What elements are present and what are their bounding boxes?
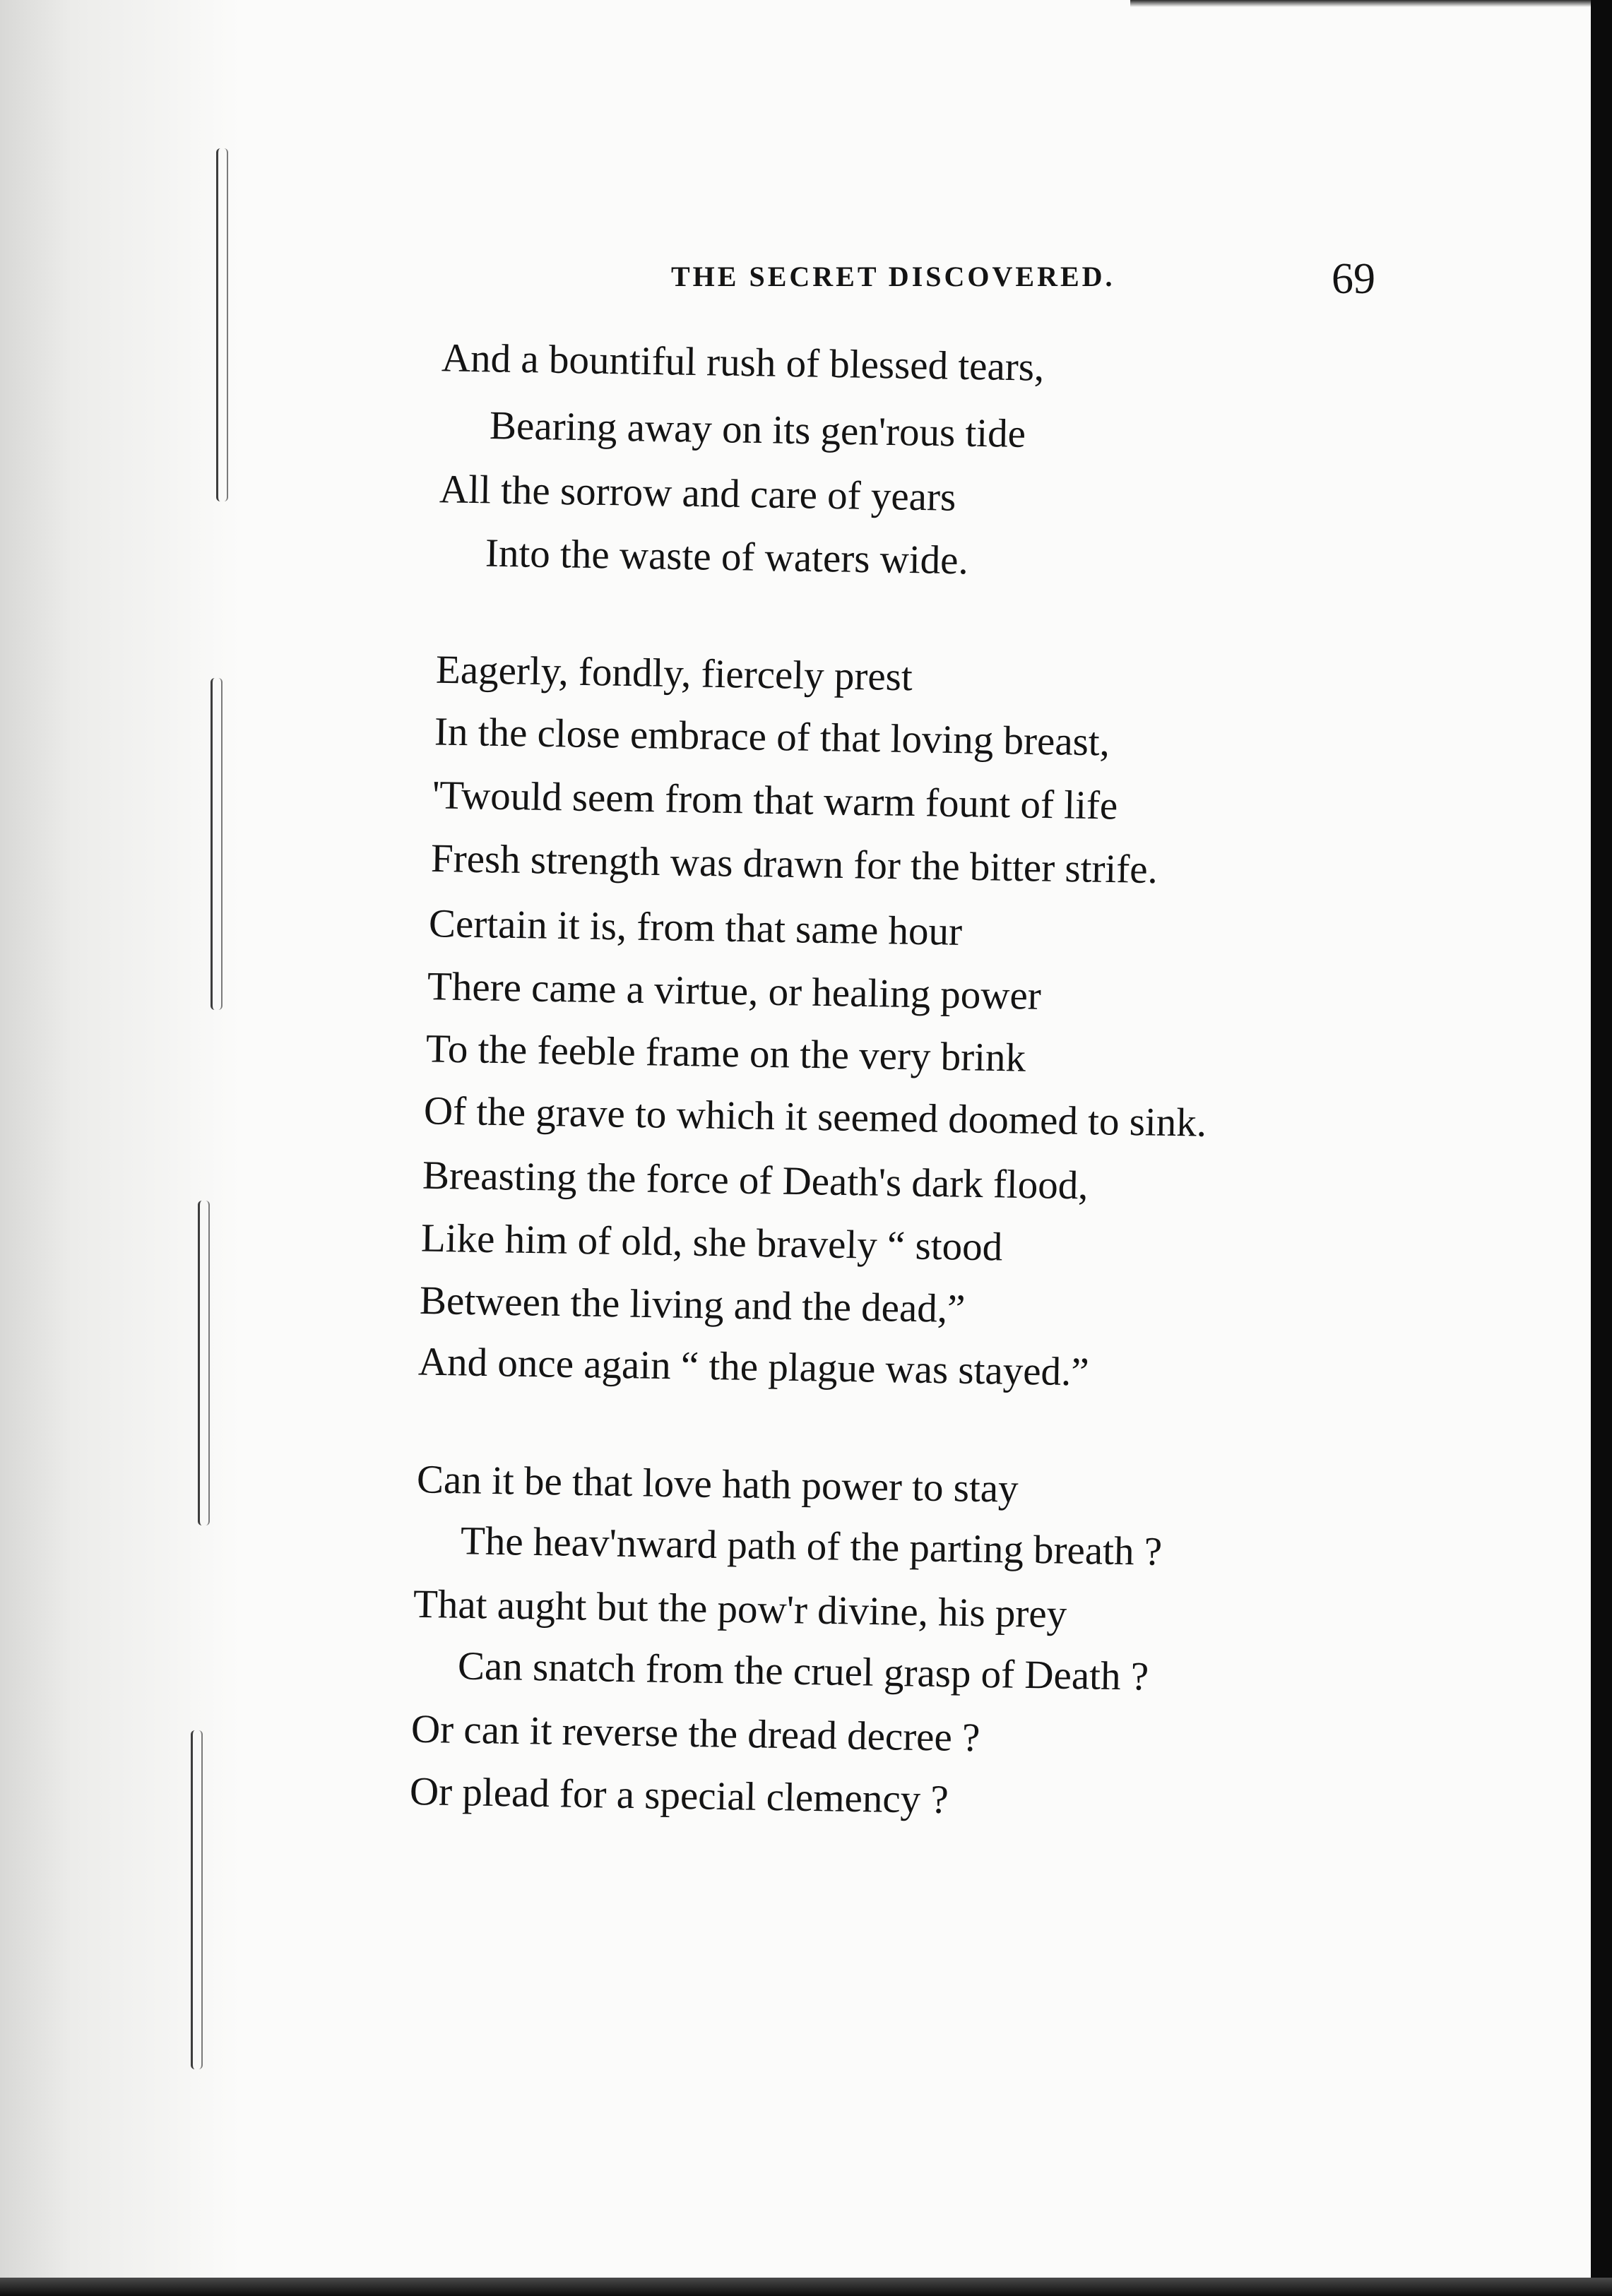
binding-stitch bbox=[216, 148, 228, 501]
verse-line: Can snatch from the cruel grasp of Death ? bbox=[457, 1643, 1149, 1699]
binding-stitch bbox=[191, 1730, 203, 2069]
verse-line: To the feeble frame on the very brink bbox=[425, 1026, 1026, 1081]
verse-line: And once again “ the plague was stayed.” bbox=[417, 1339, 1090, 1395]
verse-line: Or can it reverse the dread decree ? bbox=[410, 1706, 980, 1761]
verse-line: Into the waste of waters wide. bbox=[485, 530, 969, 583]
scan-edge-bottom bbox=[0, 2278, 1612, 2296]
verse-line: In the close embrace of that loving breast, bbox=[434, 709, 1110, 765]
scan-edge-right bbox=[1591, 0, 1612, 2296]
running-head: THE SECRET DISCOVERED. bbox=[671, 261, 1115, 292]
verse-line: Or plead for a special clemency ? bbox=[409, 1769, 949, 1822]
verse-line: And a bountiful rush of blessed tears, bbox=[441, 335, 1045, 390]
verse-line: Fresh strength was drawn for the bitter strife. bbox=[430, 835, 1158, 893]
verse-line: All the sorrow and care of years bbox=[439, 467, 956, 520]
verse-line: Breasting the force of Death's dark flood, bbox=[422, 1153, 1089, 1208]
verse-line: That aught but the pow'r divine, his prey bbox=[413, 1581, 1067, 1637]
binding-stitch bbox=[211, 678, 223, 1010]
verse-line: Bearing away on its gen'rous tide bbox=[489, 403, 1026, 456]
verse-line: Eagerly, fondly, fiercely prest bbox=[435, 647, 913, 700]
verse-line: Of the grave to which it seemed doomed to sink. bbox=[423, 1088, 1207, 1146]
verse-line: Can it be that love hath power to stay bbox=[416, 1457, 1019, 1511]
verse-line: Like him of old, she bravely “ stood bbox=[420, 1215, 1003, 1270]
verse-line: There came a virtue, or healing power bbox=[427, 964, 1042, 1018]
binding-gutter-shadow bbox=[0, 0, 240, 2296]
scan-edge-top bbox=[1130, 0, 1612, 7]
verse-line: The heav'nward path of the parting breath ? bbox=[460, 1518, 1163, 1574]
verse-line: Certain it is, from that same hour bbox=[428, 901, 963, 954]
verse-line: 'Twould seem from that warm fount of life bbox=[432, 773, 1118, 828]
page-number: 69 bbox=[1332, 255, 1375, 303]
verse-line: Between the living and the dead,” bbox=[419, 1278, 966, 1332]
binding-stitch bbox=[198, 1201, 210, 1525]
